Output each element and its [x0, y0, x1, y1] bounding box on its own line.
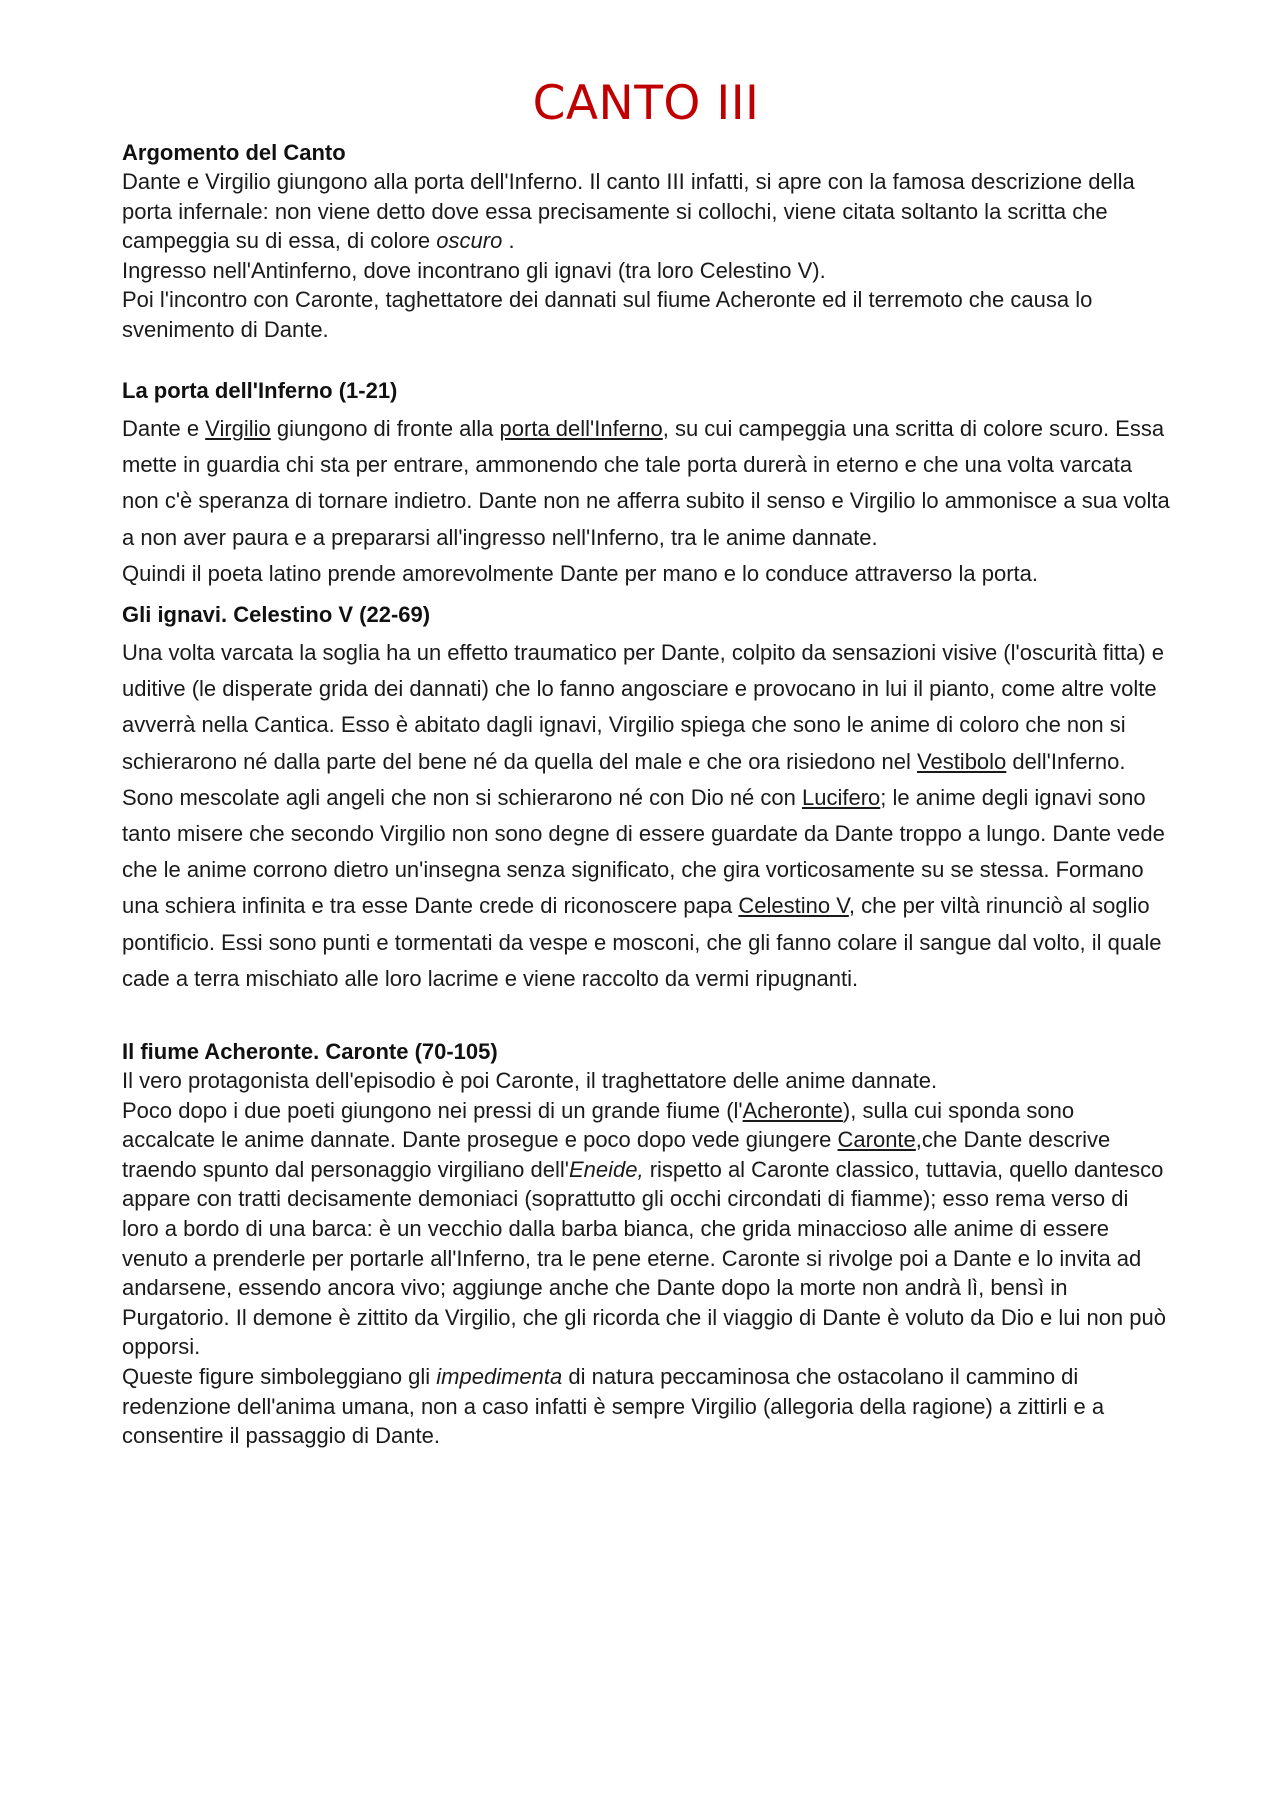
- paragraph: Poi l'incontro con Caronte, taghettatore dei dannati sul fiume Acheronte ed il terremoto che causa lo svenimento di Dante.: [122, 287, 1093, 342]
- text-run: ,che Dante descrive traendo spunto dal personaggio virgiliano dell': [122, 1127, 1111, 1182]
- paragraph: Quindi il poeta latino prende amorevolmente Dante per mano e lo conduce attraverso la porta.: [122, 560, 1038, 586]
- text-run: ; le anime degli ignavi sono tanto misere che secondo Virgilio non sono degne di essere guardate da Dante troppo a lungo. Dante vede che le anime corrono dietro un'insegna senza significato, che gira vorticosamente su se stessa. Formano una schiera infinita e tra esse Dante crede di riconoscere papa: [122, 784, 1165, 919]
- link-vestibolo[interactable]: Vestibolo: [917, 748, 1007, 774]
- link-celestino-v[interactable]: Celestino V: [738, 893, 849, 919]
- text-run: Dante e Virgilio giungono alla porta dell'Inferno. Il canto III infatti, si apre con la famosa descrizione della porta infernale: non viene detto dove essa precisamente si collochi, viene citata soltanto la scritta che campeggia su di essa, di colore: [122, 169, 1135, 253]
- page-title: CANTO III: [532, 76, 760, 131]
- text-run: ), sulla cui sponda sono accalcate le anime dannate. Dante prosegue e poco dopo vede giungere: [122, 1097, 1075, 1153]
- paragraph: [122, 1096, 1170, 1362]
- paragraph: Ingresso nell'Antinferno, dove incontrano gli ignavi (tra loro Celestino V).: [122, 257, 826, 283]
- document-page: [122, 0, 1170, 1451]
- section-porta-inferno: [122, 374, 1170, 592]
- link-caronte[interactable]: Caronte: [837, 1127, 916, 1153]
- link-virgilio[interactable]: Virgilio: [205, 416, 271, 441]
- link-acheronte[interactable]: Acheronte: [742, 1097, 843, 1123]
- section-acheronte-caronte: [122, 1037, 1170, 1451]
- section-heading: Argomento del Canto: [122, 140, 346, 165]
- link-lucifero[interactable]: Lucifero: [801, 784, 881, 810]
- paragraph: [122, 167, 1170, 256]
- paragraph: [122, 635, 1170, 997]
- text-run: Queste figure simboleggiano gli: [122, 1363, 437, 1389]
- text-run: rispetto al Caronte classico, tuttavia, quello dantesco appare con tratti decisamente demoniaci (soprattutto gli occhi circondati di fiamme); esso rema verso di loro a bordo di una barca: è un vecchio dalla barba bianca, che grida minaccioso alle anime di essere venuto a prenderle per portarle all'Inferno, tra le pene eterne. Caronte si rivolge poi a Dante e lo invita ad andarsene, essendo ancora vivo; aggiunge anche che Dante dopo la morte non andrà lì, bensì in Purgatorio. Il demone è zittito da Virgilio, che gli ricorda che il viaggio di Dante è voluto da Dio e lui non può opporsi.: [122, 1156, 1166, 1360]
- link-porta-inferno[interactable]: porta dell'Inferno: [499, 416, 663, 441]
- section-ignavi: [122, 598, 1170, 997]
- section-heading: Il fiume Acheronte. Caronte (70-105): [122, 1039, 498, 1065]
- text-run: Dante e: [122, 416, 206, 441]
- text-run: , su cui campeggia una scritta di colore scuro. Essa mette in guardia chi sta per entrare, ammonendo che tale porta durerà in eterno e che una volta varcata non c'è speranza di tornare indietro. Dante non ne afferra subito il senso e Virgilio lo ammonisce a sua volta a non aver paura e a prepararsi all'ingresso nell'Inferno, tra le anime dannate.: [122, 416, 1170, 550]
- text-run: Una volta varcata la soglia ha un effetto traumatico per Dante, colpito da sensazioni visive (l'oscurità fitta) e uditive (le disperate grida dei dannati) che lo fanno angosciare e provocano in lui il pianto, come altre volte avverrà nella Cantica. Esso è abitato dagli ignavi, Virgilio spiega che sono le anime di coloro che non si schierarono né dalla parte del bene né da quella del male e che ora risiedono nel: [122, 640, 1165, 774]
- italic-text: oscuro: [436, 228, 503, 253]
- text-run: di natura peccaminosa che ostacolano il cammino di redenzione dell'anima umana, non a caso infatti è sempre Virgilio (allegoria della ragione) a zittirli e a consentire il passaggio di Dante.: [122, 1363, 1105, 1449]
- text-run: .: [502, 228, 515, 253]
- paragraph: [122, 1362, 1170, 1451]
- italic-text: Eneide,: [568, 1156, 644, 1182]
- text-run: dell'Inferno. Sono mescolate agli angeli che non si schierarono né con Dio né con: [122, 748, 1126, 810]
- section-heading: La porta dell'Inferno (1-21): [122, 378, 398, 403]
- text-run: Poco dopo i due poeti giungono nei pressi di un grande fiume (l': [122, 1097, 743, 1123]
- italic-text: impedimenta: [436, 1363, 563, 1389]
- section-heading: Gli ignavi. Celestino V (22-69): [122, 602, 431, 628]
- paragraph: [122, 411, 1170, 556]
- text-run: , che per viltà rinunciò al soglio pontificio. Essi sono punti e tormentati da vespe e mosconi, che gli fanno colare il sangue dal volto, il quale cade a terra mischiato alle loro lacrime e viene raccolto da vermi ripugnanti.: [122, 893, 1162, 991]
- paragraph: Il vero protagonista dell'episodio è poi Caronte, il traghettatore delle anime dannate.: [122, 1068, 938, 1094]
- section-argomento: [122, 138, 1170, 344]
- text-run: giungono di fronte alla: [270, 416, 500, 441]
